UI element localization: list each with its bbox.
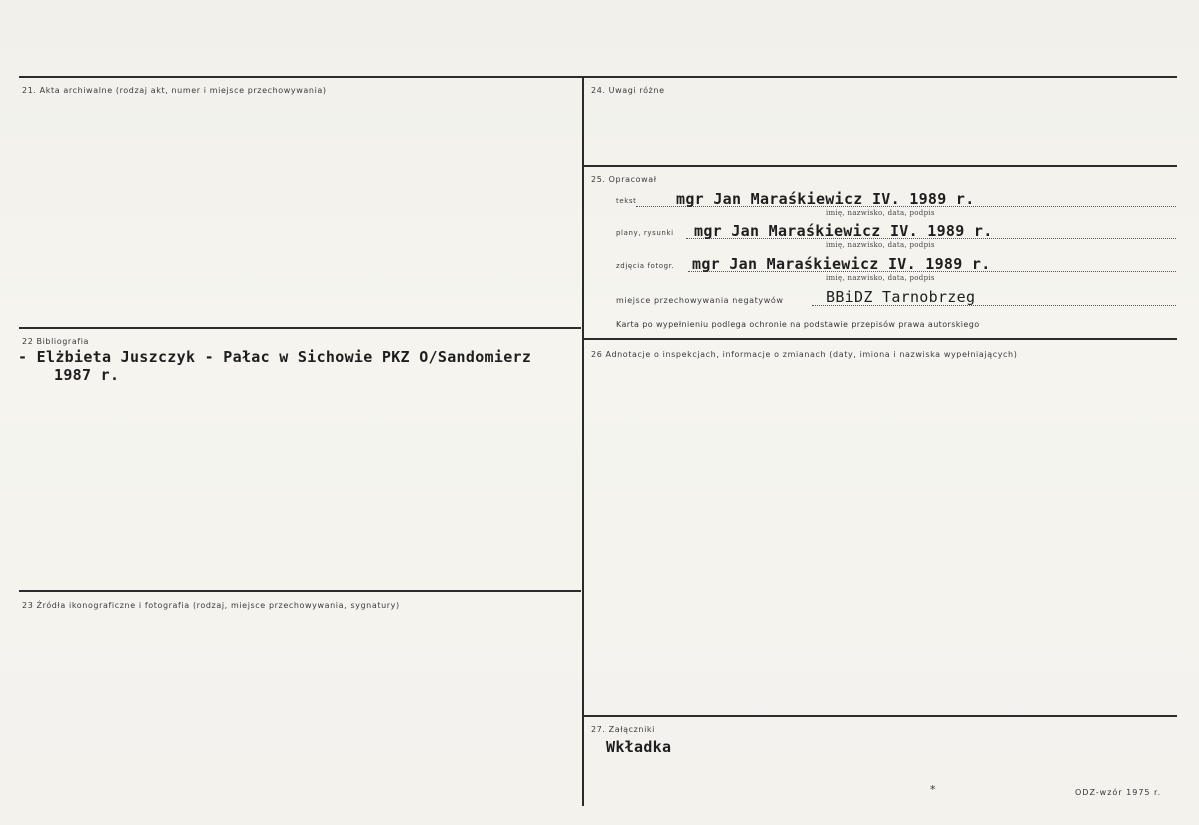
bibliography-entry-line2: 1987 r. — [54, 366, 120, 384]
center-divider — [582, 76, 584, 806]
photos-author-label: zdjęcia fotogr. — [616, 262, 675, 270]
rule-26-27 — [584, 715, 1177, 717]
text-author-value: mgr Jan Maraśkiewicz IV. 1989 r. — [676, 190, 975, 208]
top-rule — [19, 76, 1177, 78]
section-23-label: 23 Źródła ikonograficzne i fotografia (rodzaj, miejsce przechowywania, sygnatury) — [22, 601, 400, 610]
drawings-author-value: mgr Jan Maraśkiewicz IV. 1989 r. — [694, 222, 993, 240]
section-26-label: 26 Adnotacje o inspekcjach, informacje o zmianach (daty, imiona i nazwiska wypełniających) — [591, 350, 1018, 359]
rule-24-25 — [584, 165, 1177, 167]
section-27-label: 27. Załączniki — [591, 725, 655, 734]
photos-author-caption: imię, nazwisko, data, podpis — [826, 274, 935, 282]
copyright-note: Karta po wypełnieniu podlega ochronie na podstawie przepisów prawa autorskiego — [616, 320, 980, 329]
text-author-label: tekst — [616, 197, 637, 205]
text-author-caption: imię, nazwisko, data, podpis — [826, 209, 935, 217]
photos-author-value: mgr Jan Maraśkiewicz IV. 1989 r. — [692, 255, 991, 273]
attachments-value: Wkładka — [606, 738, 672, 756]
form-identifier: ODZ-wzór 1975 r. — [1075, 788, 1162, 797]
rule-22-23 — [19, 590, 581, 592]
section-25-label: 25. Opracował — [591, 175, 657, 184]
drawings-author-caption: imię, nazwisko, data, podpis — [826, 241, 935, 249]
section-24-label: 24. Uwagi różne — [591, 86, 665, 95]
drawings-author-label: plany, rysunki — [616, 229, 674, 237]
section-21-label: 21. Akta archiwalne (rodzaj akt, numer i miejsce przechowywania) — [22, 86, 327, 95]
footer-mark: * — [930, 783, 936, 796]
negatives-location-value: BBiDZ Tarnobrzeg — [826, 288, 976, 306]
rule-21-22 — [19, 327, 581, 329]
bibliography-entry-line1: - Elżbieta Juszczyk - Pałac w Sichowie PKZ O/Sandomierz — [18, 348, 532, 366]
negatives-location-label: miejsce przechowywania negatywów — [616, 296, 784, 305]
section-22-label: 22 Bibliografia — [22, 337, 90, 346]
rule-25-26 — [584, 338, 1177, 340]
